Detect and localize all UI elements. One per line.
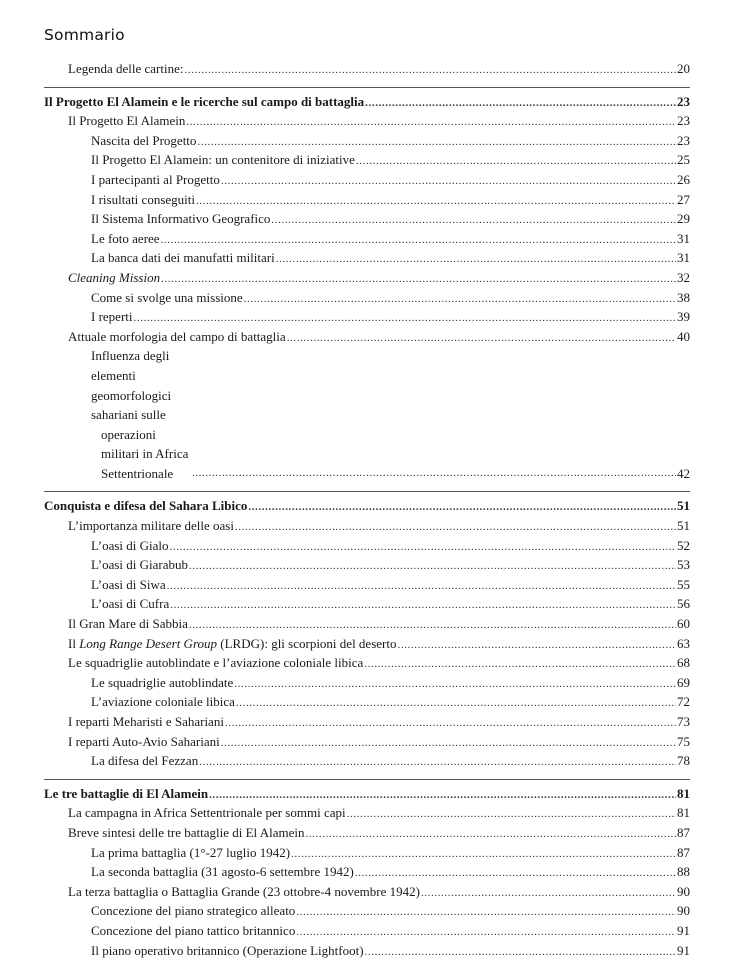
dot-leader — [186, 113, 676, 133]
toc-entry-title: Attuale morfologia del campo di battaglia — [68, 328, 286, 344]
toc-page-number: 27 — [677, 191, 690, 207]
toc-subsection[interactable] — [44, 843, 690, 863]
toc-entry-title: Le squadriglie autoblindate e l’aviazione coloniale libica — [68, 655, 364, 671]
toc-entry-title: L’aviazione coloniale libica — [91, 694, 235, 710]
dot-leader — [364, 655, 676, 675]
toc-page-number: 87 — [677, 844, 690, 860]
dot-leader — [235, 518, 676, 538]
toc-page-number: 52 — [677, 537, 690, 553]
toc-entry-title: Come si svolge una missione — [91, 289, 243, 305]
toc-page-number: 87 — [677, 824, 690, 840]
toc-page-number: 78 — [677, 753, 690, 769]
dot-leader — [170, 538, 676, 558]
toc-entry-title: I risultati conseguiti — [91, 191, 195, 207]
dot-leader — [234, 675, 676, 695]
toc-entry-title: L’oasi di Siwa — [91, 576, 166, 592]
dot-leader — [185, 61, 677, 81]
toc-page-number: 88 — [677, 864, 690, 880]
dot-leader — [199, 753, 676, 773]
toc-page-number: 81 — [677, 785, 690, 801]
section-divider — [44, 491, 690, 492]
toc-subsection[interactable] — [44, 901, 690, 921]
toc-section[interactable] — [44, 823, 690, 843]
toc-entry-title: L’oasi di Cufra — [91, 596, 170, 612]
toc-entry-title: La campagna in Africa Settentrionale per sommi capi — [68, 805, 346, 821]
toc-page-number: 73 — [677, 714, 690, 729]
toc-page-number: 51 — [677, 498, 690, 514]
dot-leader — [221, 172, 676, 192]
dot-leader — [347, 805, 676, 825]
toc-section[interactable] — [44, 653, 690, 673]
toc-entry-title: L’oasi di Gialo — [91, 537, 169, 553]
toc-section[interactable] — [44, 712, 690, 732]
toc-page-number: 68 — [677, 655, 690, 671]
toc-entry-title: L’importanza militare delle oasi — [68, 518, 234, 534]
toc-subsection[interactable] — [44, 209, 690, 229]
toc-page-number: 23 — [677, 132, 690, 148]
toc-entry-title: Cleaning Mission — [68, 269, 161, 285]
toc-page-number: 40 — [677, 328, 690, 344]
toc-section[interactable] — [44, 614, 690, 634]
toc-page-number: 26 — [677, 171, 690, 187]
toc-subsection[interactable] — [44, 536, 690, 556]
toc-subsection[interactable] — [44, 170, 690, 190]
toc-entry-title: Il Progetto El Alamein: un contenitore di iniziative — [91, 152, 355, 168]
toc-subsection[interactable] — [44, 941, 690, 961]
table-of-contents — [44, 59, 690, 960]
toc-subsection[interactable] — [44, 575, 690, 595]
toc-page-number: 31 — [677, 230, 690, 246]
toc-page-number: 55 — [677, 576, 690, 592]
dot-leader — [236, 694, 676, 714]
toc-section[interactable] — [44, 327, 690, 347]
toc-subsection[interactable] — [44, 751, 690, 771]
dot-leader — [397, 636, 676, 656]
toc-subsection[interactable] — [44, 594, 690, 614]
dot-leader — [167, 577, 676, 597]
toc-page-number: 23 — [677, 113, 690, 129]
dot-leader — [248, 498, 676, 518]
toc-page-number: 20 — [677, 61, 690, 76]
toc-page-number: 31 — [677, 250, 690, 266]
toc-page-number: 51 — [677, 518, 690, 534]
toc-entry-title: Breve sintesi delle tre battaglie di El Alamein — [68, 824, 305, 840]
toc-subsection[interactable] — [44, 921, 690, 941]
dot-leader — [365, 943, 676, 962]
toc-entry-title: La prima battaglia (1°-27 luglio 1942) — [91, 844, 291, 860]
dot-leader — [221, 734, 676, 754]
dot-leader — [189, 557, 676, 577]
toc-page-number: 91 — [677, 942, 690, 958]
toc-subsection[interactable] — [44, 862, 690, 882]
toc-chapter[interactable] — [44, 496, 690, 516]
dot-leader — [305, 825, 676, 845]
toc-entry-title: La difesa del Fezzan — [91, 753, 199, 769]
dot-leader — [271, 211, 676, 231]
toc-page-number: 90 — [677, 883, 690, 899]
toc-section[interactable] — [44, 268, 690, 288]
toc-page-number: 60 — [677, 616, 690, 632]
toc-page-number: 75 — [677, 733, 690, 749]
toc-page-number: 91 — [677, 922, 690, 938]
toc-subsection[interactable] — [44, 131, 690, 151]
toc-entry-title: I reparti Auto-Avio Sahariani — [68, 733, 220, 749]
toc-page-number: 63 — [677, 635, 690, 651]
toc-entry-title: Le foto aeree — [91, 230, 160, 246]
toc-page-number: 56 — [677, 596, 690, 612]
toc-section[interactable] — [44, 732, 690, 752]
toc-entry-title: Le squadriglie autoblindate — [91, 674, 234, 690]
dot-leader — [244, 290, 676, 310]
toc-entry-title: Influenza degli elementi geomorfologici sahariani sulle operazioni militari in Africa Settentrionale — [91, 348, 189, 481]
section-divider — [44, 87, 690, 88]
toc-entry-title: Il Progetto El Alamein — [68, 113, 186, 129]
toc-heading: Sommario — [44, 26, 125, 44]
toc-chapter[interactable] — [44, 784, 690, 804]
toc-entry-title: La seconda battaglia (31 agosto-6 settembre 1942) — [91, 864, 354, 880]
toc-entry-title: Il Progetto El Alamein e le ricerche sul campo di battaglia — [44, 93, 365, 109]
toc-section[interactable] — [44, 803, 690, 823]
toc-subsection[interactable] — [44, 229, 690, 249]
toc-entry-title: Il Sistema Informativo Geografico — [91, 211, 271, 227]
toc-entry-title: Il Long Range Desert Group (LRDG): gli scorpioni del deserto — [68, 635, 397, 651]
toc-entry-title: Il Gran Mare di Sabbia — [68, 616, 188, 632]
toc-section[interactable] — [44, 882, 690, 902]
toc-chapter[interactable] — [44, 92, 690, 112]
dot-leader — [365, 94, 676, 114]
toc-section[interactable] — [44, 634, 690, 654]
dot-leader — [225, 714, 676, 734]
toc-entry-title: Concezione del piano strategico alleato — [91, 903, 296, 919]
toc-entry-title: L’oasi di Giarabub — [91, 557, 188, 573]
toc-page-number: 72 — [677, 694, 690, 710]
toc-subsection[interactable] — [44, 190, 690, 210]
toc-entry-title: Le tre battaglie di El Alamein — [44, 785, 209, 801]
toc-subsection[interactable] — [44, 248, 690, 268]
toc-subsection[interactable] — [44, 346, 690, 483]
dot-leader — [287, 329, 676, 349]
toc-entry-title: La terza battaglia o Battaglia Grande (23 ottobre-4 novembre 1942) — [68, 883, 420, 899]
dot-leader — [170, 596, 676, 616]
toc-page-number: 23 — [677, 93, 690, 109]
toc-subsection[interactable] — [44, 692, 690, 712]
toc-entry-title: Il piano operativo britannico (Operazione Lightfoot) — [91, 942, 364, 958]
toc-entry-title: Legenda delle cartine: — [68, 61, 184, 76]
dot-leader — [356, 152, 676, 172]
toc-page-number: 32 — [677, 269, 690, 285]
toc-page-number: 25 — [677, 152, 690, 168]
toc-page-number: 42 — [677, 465, 690, 481]
toc-entry-title: La banca dati dei manufatti militari — [91, 250, 275, 266]
toc-page-number: 53 — [677, 557, 690, 573]
toc-section[interactable] — [44, 111, 690, 131]
toc-section[interactable] — [44, 516, 690, 536]
toc-subsection[interactable] — [44, 150, 690, 170]
toc-entry-title: I reparti Meharisti e Sahariani — [68, 714, 224, 729]
toc-subsection[interactable] — [44, 555, 690, 575]
toc-entry-title: Conquista e difesa del Sahara Libico — [44, 498, 248, 514]
dot-leader — [192, 464, 676, 484]
toc-entry-title: Concezione del piano tattico britannico — [91, 922, 296, 938]
toc-entry-title: I reperti — [91, 309, 133, 325]
toc-page-number: 81 — [677, 805, 690, 821]
toc-subsection[interactable] — [44, 673, 690, 693]
dot-leader — [276, 250, 676, 270]
dot-leader — [421, 884, 676, 904]
toc-page-number: 90 — [677, 903, 690, 919]
toc-subsection[interactable] — [44, 288, 690, 308]
section-divider — [44, 779, 690, 780]
toc-subsection[interactable] — [44, 307, 690, 327]
toc-page-number: 38 — [677, 289, 690, 305]
toc-entry-title: I partecipanti al Progetto — [91, 171, 220, 187]
toc-entry-title: Nascita del Progetto — [91, 132, 197, 148]
dot-leader — [296, 903, 676, 923]
toc-section[interactable] — [44, 59, 690, 79]
toc-page-number: 29 — [677, 211, 690, 227]
toc-page-number: 69 — [677, 674, 690, 690]
toc-page-number: 39 — [677, 309, 690, 325]
